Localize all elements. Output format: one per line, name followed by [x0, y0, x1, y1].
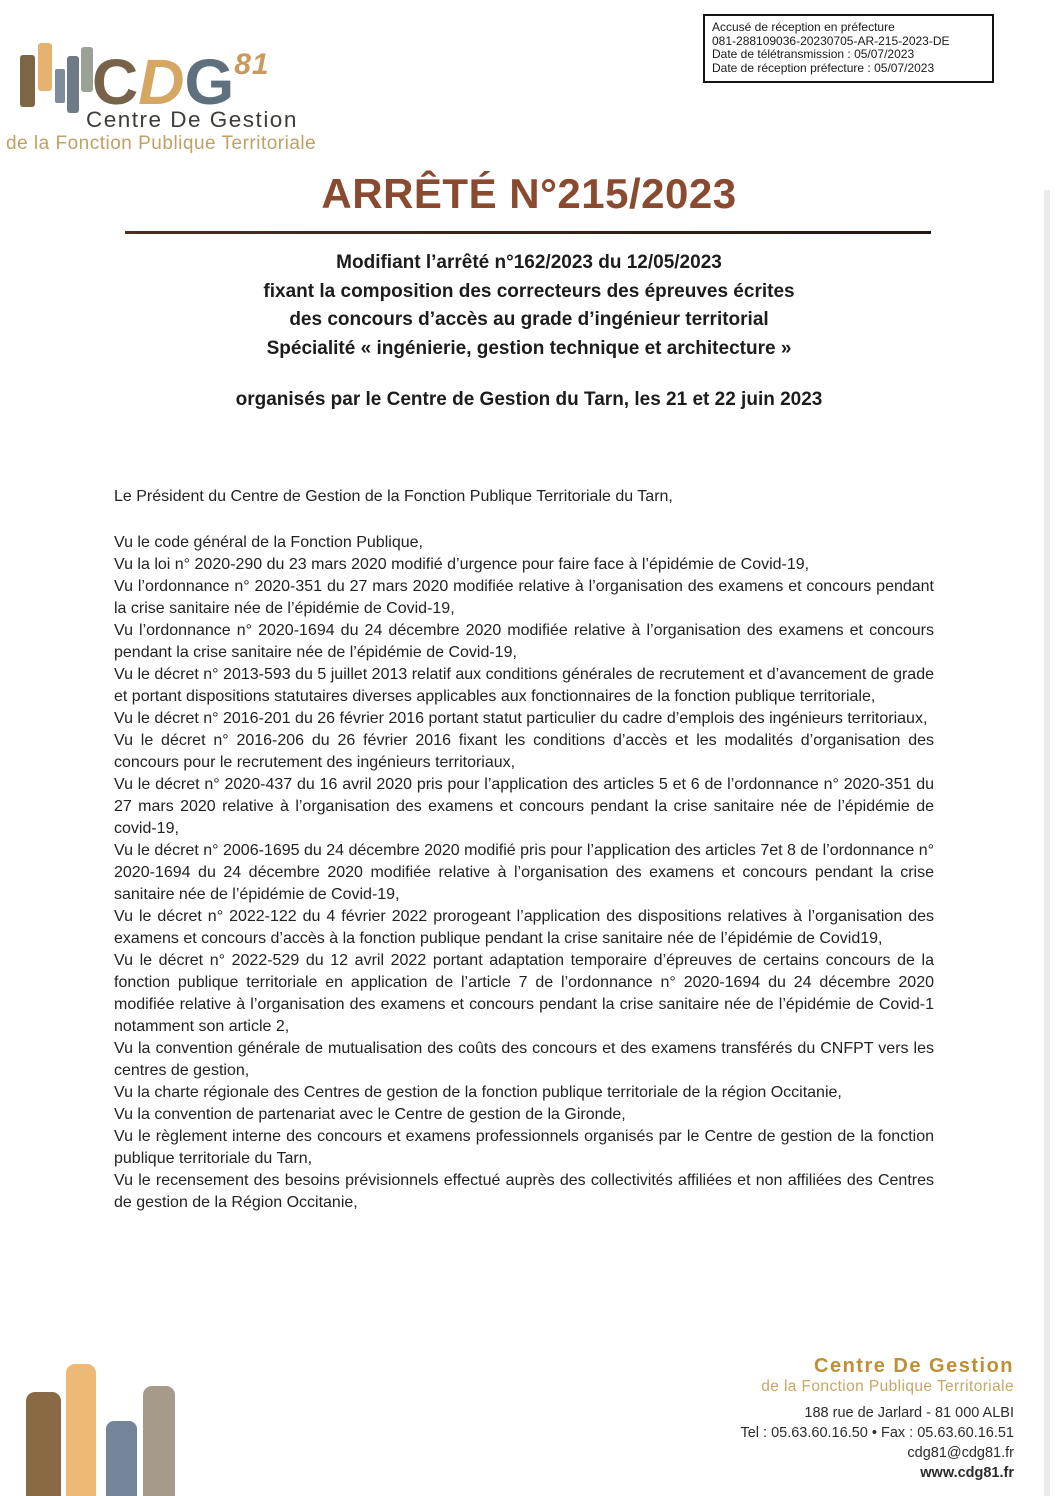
logo-bar [38, 43, 52, 91]
subtitle-line: Spécialité « ingénierie, gestion technique et architecture » [266, 337, 792, 359]
body-paragraph: Vu le décret n° 2016-206 du 26 février 2016 fixant les conditions d’accès et les modalités d’organisation des concours pour le recrutement des ingénieurs territoriaux, [114, 732, 934, 771]
body-paragraph: Vu la convention de partenariat avec le Centre de gestion de la Gironde, [114, 1106, 626, 1123]
body-paragraph: Vu le décret n° 2022-122 du 4 février 2022 prorogeant l’application des dispositions relatives à l’organisation des examens et concours d’accès à la fonction publique pendant la crise sanitaire née de l’épidémie de Covid19, [114, 908, 934, 947]
stamp-line: Accusé de réception en préfecture [712, 20, 895, 34]
body-paragraph: Vu le décret n° 2006-1695 du 24 décembre 2020 modifié pris pour l’application des articles 7et 8 de l’ordonnance n° 2020-1694 du 24 décembre 2020 modifiée relative à l’organisation des examens et concours pendant la crise sanitaire née de l’épidémie de Covid-19, [114, 842, 934, 903]
body-intro: Le Président du Centre de Gestion de la Fonction Publique Territoriale du Tarn, [114, 488, 673, 505]
body-paragraph: Vu la convention générale de mutualisation des coûts des concours et des examens transférés du CNFPT vers les centres de gestion, [114, 1040, 934, 1079]
logo-letter-d: D [138, 46, 185, 118]
footer-address: 188 rue de Jarlard - 81 000 ALBI [804, 1405, 1014, 1421]
body-paragraph: Vu le recensement des besoins prévisionnels effectué auprès des collectivités affiliées et non affiliées des Centres de gestion de la Région Occitanie, [114, 1172, 934, 1211]
body-paragraph: Vu le code général de la Fonction Publique, [114, 534, 423, 551]
footer-bar-icon [143, 1386, 175, 1496]
logo-letter-g: G [184, 46, 235, 118]
footer-bar-icon [106, 1421, 137, 1496]
scan-artifact-line [1044, 190, 1050, 1496]
logo-org-subtitle: de la Fonction Publique Territoriale [6, 133, 317, 154]
footer-contact-block [740, 1403, 1014, 1483]
logo-bar [20, 55, 35, 107]
stamp-line: 081-288109036-20230705-AR-215-2023-DE [712, 33, 950, 48]
footer-email: cdg81@cdg81.fr [907, 1445, 1014, 1461]
subtitle-line: fixant la composition des correcteurs des épreuves écrites [263, 280, 795, 302]
body-paragraph: Vu la loi n° 2020-290 du 23 mars 2020 modifié d’urgence pour faire face à l’épidémie de Covid-19, [114, 556, 810, 573]
subtitle-line: des concours d’accès au grade d’ingénieur territorial [289, 309, 769, 330]
footer-website: www.cdg81.fr [920, 1465, 1014, 1481]
title-underline [125, 231, 931, 234]
logo-bar [55, 69, 65, 103]
prefecture-stamp-box [703, 14, 994, 83]
document-body [114, 486, 934, 1214]
body-paragraph: Vu l’ordonnance n° 2020-351 du 27 mars 2020 modifiée relative à l’organisation des examens et concours pendant la crise sanitaire née de l’épidémie de Covid-19, [114, 578, 934, 617]
body-paragraph: Vu la charte régionale des Centres de gestion de la fonction publique territoriale de la région Occitanie, [114, 1084, 842, 1101]
logo-superscript-81: 81 [234, 48, 270, 81]
organizer-line: organisés par le Centre de Gestion du Tarn, les 21 et 22 juin 2023 [235, 389, 823, 410]
body-paragraph: Vu le décret n° 2020-437 du 16 avril 2020 pris pour l’application des articles 5 et 6 de l’ordonnance n° 2020-351 du 27 mars 2020 relative à l’organisation des examens et concours pendant la crise sanitaire née de l’épidémie de covid-19, [114, 776, 934, 837]
cdg81-logo-text [92, 30, 270, 117]
footer-bar-icon [66, 1364, 96, 1496]
stamp-line: Date de télétransmission : 05/07/2023 [712, 47, 915, 61]
document-subtitle [0, 249, 1058, 363]
stamp-line: Date de réception préfecture : 05/07/2023 [712, 60, 935, 75]
document-title: ARRÊTÉ N°215/2023 [321, 170, 737, 217]
logo-letter-c: C [92, 46, 139, 118]
body-paragraph: Vu l’ordonnance n° 2020-1694 du 24 décembre 2020 modifiée relative à l’organisation des examens et concours pendant la crise sanitaire née de l’épidémie de Covid-19, [114, 622, 934, 661]
logo-org-name: Centre De Gestion [86, 107, 298, 132]
body-paragraph: Vu le décret n° 2022-529 du 12 avril 2022 portant adaptation temporaire d’épreuves de certains concours de la fonction publique territoriale en application de l’article 7 de l’ordonnance n° 2020-1694 du 24 décembre 2020 modifiée relative à l’organisation des examens et concours pendant la crise sanitaire née de l’épidémie de Covid-1 notamment son article 2, [114, 952, 934, 1035]
footer-phone-fax: Tel : 05.63.60.16.50 • Fax : 05.63.60.16.51 [740, 1425, 1014, 1441]
footer-org-subtitle: de la Fonction Publique Territoriale [761, 1378, 1014, 1395]
subtitle-line: Modifiant l’arrêté n°162/2023 du 12/05/2023 [336, 252, 722, 273]
body-paragraph: Vu le décret n° 2016-201 du 26 février 2016 portant statut particulier du cadre d’emplois des ingénieurs territoriaux, [114, 710, 928, 727]
footer-org-name: Centre De Gestion [814, 1355, 1014, 1377]
body-paragraph: Vu le décret n° 2013-593 du 5 juillet 2013 relatif aux conditions générales de recrutement et d’avancement de grade et portant dispositions statutaires diverses applicables aux fonctionnaires de la fonction publique territoriale, [114, 666, 934, 705]
body-paragraph: Vu le règlement interne des concours et examens professionnels organisés par le Centre de gestion de la fonction publique territoriale du Tarn, [114, 1128, 934, 1167]
footer-bar-icon [26, 1392, 61, 1496]
logo-bar [67, 56, 79, 113]
